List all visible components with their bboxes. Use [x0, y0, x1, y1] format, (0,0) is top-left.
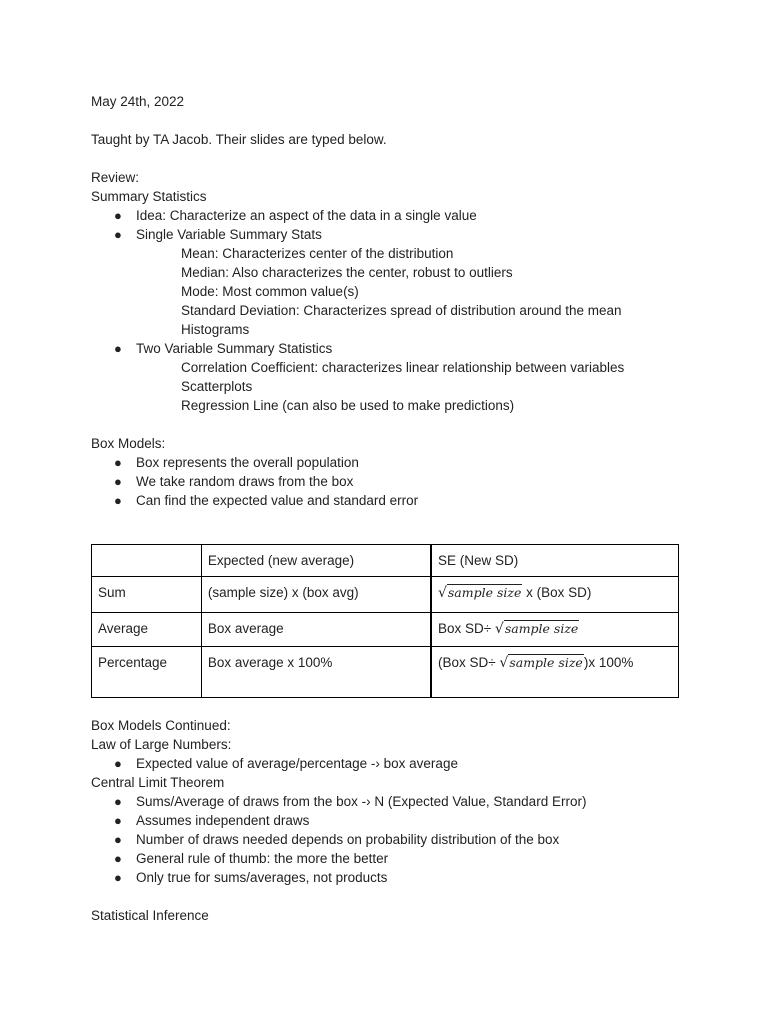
table-row [92, 647, 679, 698]
table-header-row [92, 545, 679, 577]
date-line: May 24th, 2022 [91, 94, 185, 109]
review-heading: Review: [91, 170, 140, 185]
table-row-label: Percentage [92, 647, 202, 698]
list-item: ● We take random draws from the box [114, 474, 354, 489]
table-cell: Box average [201, 613, 431, 647]
table-header-cell: Expected (new average) [201, 545, 431, 577]
continued-section [91, 716, 691, 925]
table-cell: (Box SD÷ √sample size)x 100% [431, 647, 679, 698]
table-cell: (sample size) x (box avg) [201, 577, 431, 613]
clt-heading: Central Limit Theorem [91, 775, 225, 790]
table-row [92, 613, 679, 647]
single-var-item: Median: Also characterizes the center, robust to outliers [181, 265, 513, 280]
square-root-expression: √sample size [437, 585, 522, 601]
bullet-icon: ● [114, 493, 122, 508]
box-models-list [91, 453, 691, 510]
square-root-expression: √sample size [494, 621, 579, 637]
list-item: ● Idea: Characterize an aspect of the data in a single value [114, 208, 477, 223]
table-cell: Box SD÷ √sample size [431, 613, 679, 647]
two-var-item: Scatterplots [181, 379, 253, 394]
bullet-icon: ● [114, 455, 122, 470]
single-var-item: Mean: Characterizes center of the distribution [181, 246, 454, 261]
table-row-label: Sum [92, 577, 202, 613]
table-cell [92, 545, 202, 577]
radical-icon: √ [499, 655, 509, 671]
square-root-expression: √sample size [499, 655, 583, 671]
list-item: ● Two Variable Summary Statistics [114, 341, 333, 356]
table-cell: Box average x 100% [201, 647, 431, 698]
bullet-icon: ● [114, 813, 122, 828]
lln-heading: Law of Large Numbers: [91, 737, 232, 752]
list-item: ● Number of draws needed depends on probability distribution of the box [114, 832, 560, 847]
box-models-heading: Box Models: [91, 436, 166, 451]
table-row [92, 577, 679, 613]
bullet-icon: ● [114, 870, 122, 885]
list-item: ● Box represents the overall population [114, 455, 359, 470]
continued-heading: Box Models Continued: [91, 718, 231, 733]
list-item: ● Sums/Average of draws from the box -› N (Expected Value, Standard Error) [114, 794, 587, 809]
bullet-icon: ● [114, 851, 122, 866]
single-var-item: Histograms [181, 322, 250, 337]
bullet-icon: ● [114, 794, 122, 809]
list-item: ● Expected value of average/percentage -› box average [114, 756, 458, 771]
list-item: ● Can find the expected value and standard error [114, 493, 419, 508]
single-var-item: Mode: Most common value(s) [181, 284, 359, 299]
list-item: ● Single Variable Summary Stats [114, 227, 322, 242]
bullet-icon: ● [114, 341, 122, 356]
list-item: ● Assumes independent draws [114, 813, 310, 828]
list-item: ● Only true for sums/averages, not products [114, 870, 388, 885]
table-header-cell: SE (New SD) [431, 545, 679, 577]
single-var-item: Standard Deviation: Characterizes spread of distribution around the mean [181, 303, 622, 318]
list-item: ● General rule of thumb: the more the better [114, 851, 389, 866]
bullet-icon: ● [114, 227, 122, 242]
bullet-icon: ● [114, 832, 122, 847]
bullet-icon: ● [114, 474, 122, 489]
inference-heading: Statistical Inference [91, 908, 209, 923]
two-var-item: Regression Line (can also be used to make predictions) [181, 398, 515, 413]
radical-icon: √ [494, 621, 504, 637]
two-var-item: Correlation Coefficient: characterizes linear relationship between variables [181, 360, 625, 375]
notes-page [91, 92, 691, 510]
bullet-icon: ● [114, 208, 122, 223]
expected-se-table [91, 544, 679, 698]
summary-list [91, 206, 691, 244]
lln-list [91, 754, 691, 773]
radical-icon: √ [437, 585, 447, 601]
clt-list [91, 792, 691, 887]
table-row-label: Average [92, 613, 202, 647]
two-var-list [91, 339, 691, 358]
bullet-icon: ● [114, 756, 122, 771]
intro-line: Taught by TA Jacob. Their slides are typed below. [91, 132, 387, 147]
summary-heading: Summary Statistics [91, 189, 207, 204]
table-cell: √sample size x (Box SD) [431, 577, 679, 613]
